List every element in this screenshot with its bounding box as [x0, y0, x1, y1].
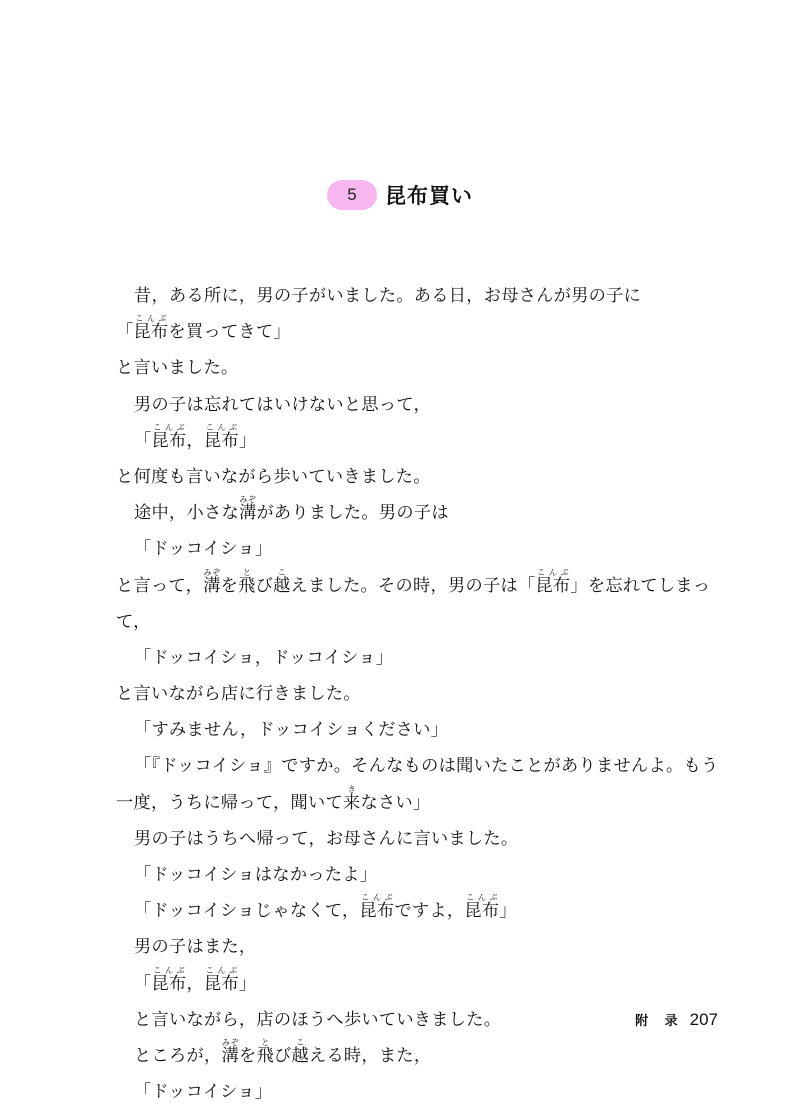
furigana-reading: こ — [291, 1037, 309, 1047]
text-line — [116, 712, 726, 748]
kanji-base: 昆布 — [203, 430, 239, 451]
text-line — [116, 857, 726, 893]
ruby-ko — [273, 567, 291, 596]
ruby-konbu — [133, 314, 169, 343]
ruby-konbu — [151, 422, 187, 451]
text-segment: 「ドッコイショ，ドッコイショ」 — [134, 647, 394, 668]
text-segment: と言って， — [116, 575, 204, 596]
text-line — [116, 568, 726, 604]
text-segment: 「ドッコイショじゃなくて， — [134, 901, 360, 922]
text-segment: 一度，うちに帰って，聞いて — [116, 792, 343, 813]
text-segment: 男の子はまた， — [134, 937, 257, 958]
text-line — [116, 966, 726, 1002]
ruby-konbu — [203, 965, 239, 994]
text-segment: 昔，ある所に，男の子がいました。ある日，お母さんが男の子に — [134, 286, 642, 306]
kanji-base: 昆布 — [133, 322, 169, 343]
kanji-base: 飛 — [238, 575, 256, 596]
furigana-reading: みぞ — [238, 495, 257, 505]
text-segment: ですよ， — [394, 901, 465, 922]
text-segment: と言いながら店に行きました。 — [116, 684, 361, 705]
furigana-reading: き — [343, 784, 361, 794]
text-segment: を — [220, 575, 239, 596]
text-line — [116, 350, 726, 386]
ruby-to — [256, 1037, 274, 1066]
kanji-base: 来 — [343, 792, 361, 813]
furigana-reading: こんぶ — [464, 893, 500, 903]
kanji-base: 溝 — [238, 503, 257, 524]
text-segment: 男の子は忘れてはいけないと思って， — [134, 394, 431, 415]
text-segment: ， — [186, 973, 204, 994]
furigana-reading: こんぶ — [359, 893, 395, 903]
text-segment: び — [273, 1045, 292, 1066]
chapter-title: 昆布買い — [385, 184, 473, 208]
kanji-base: 昆布 — [203, 973, 239, 994]
ruby-konbu — [464, 893, 500, 922]
text-line — [116, 314, 726, 350]
text-line — [116, 1074, 726, 1110]
ruby-mizo — [238, 495, 257, 524]
text-segment: 」を忘れてしまっ — [570, 575, 711, 596]
text-segment: と言いました。 — [116, 358, 239, 379]
chapter-heading — [0, 180, 800, 210]
ruby-konbu — [151, 965, 187, 994]
text-segment: 「ドッコイショはなかったよ」 — [134, 865, 378, 885]
text-segment: がありました。男の子は — [256, 503, 449, 524]
furigana-reading: みぞ — [203, 567, 221, 577]
text-segment: 「 — [134, 430, 152, 451]
text-line — [116, 821, 726, 857]
text-line — [116, 676, 726, 712]
text-segment: なさい」 — [360, 792, 431, 813]
text-line — [116, 604, 726, 640]
text-segment: び — [255, 575, 274, 596]
text-segment: 「ドッコイショ」 — [134, 1082, 273, 1103]
kanji-base: 越 — [291, 1045, 309, 1066]
text-segment: て， — [116, 611, 151, 632]
ruby-ki — [343, 784, 361, 813]
furigana-reading: と — [238, 567, 256, 577]
kanji-base: 昆布 — [151, 973, 187, 994]
text-line — [116, 929, 726, 965]
text-line — [116, 893, 726, 929]
text-line — [116, 387, 726, 423]
text-segment: と言いながら，店のほうへ歩いていきました。 — [134, 1009, 502, 1030]
kanji-base: 飛 — [256, 1045, 274, 1066]
kanji-base: 昆布 — [359, 901, 395, 922]
text-line — [116, 278, 726, 314]
text-line — [116, 531, 726, 567]
text-line — [116, 748, 726, 784]
text-segment: 」 — [238, 430, 257, 451]
furigana-reading: こんぶ — [151, 422, 187, 432]
kanji-base: 越 — [273, 575, 291, 596]
text-segment: を — [238, 1045, 257, 1066]
ruby-konbu — [203, 422, 239, 451]
text-line — [116, 459, 726, 495]
text-line — [116, 1038, 726, 1074]
furigana-reading: みぞ — [221, 1037, 239, 1047]
chapter-number-badge: 5 — [327, 180, 377, 210]
text-segment: 途中，小さな — [134, 503, 239, 524]
section-label: 附 录 — [635, 1014, 684, 1029]
ruby-mizo — [221, 1037, 239, 1066]
furigana-reading: こんぶ — [203, 422, 239, 432]
text-segment: 」 — [499, 901, 517, 922]
furigana-reading: こんぶ — [151, 965, 187, 975]
ruby-to — [238, 567, 256, 596]
text-segment: えました。その時，男の子は「 — [290, 575, 536, 596]
text-segment: ， — [186, 430, 204, 451]
furigana-reading: と — [256, 1037, 274, 1047]
ruby-ko — [291, 1037, 309, 1066]
text-line — [116, 495, 726, 531]
page-footer — [635, 1010, 718, 1030]
furigana-reading: こんぶ — [133, 314, 169, 324]
text-segment: を買ってきて」 — [168, 322, 291, 343]
text-line — [116, 640, 726, 676]
text-segment: 「 — [116, 322, 134, 343]
text-segment: 「ドッコイショ」 — [134, 539, 273, 560]
text-segment: と何度も言いながら歩いていきました。 — [116, 466, 431, 487]
kanji-base: 溝 — [203, 575, 221, 596]
text-line — [116, 785, 726, 821]
text-segment: 「『ドッコイショ』ですか。そんなものは聞いたことがありませんよ。もう — [134, 756, 719, 777]
ruby-konbu — [359, 893, 395, 922]
page-number: 207 — [689, 1010, 718, 1029]
chapter-title-group — [327, 180, 473, 210]
text-segment: 男の子はうちへ帰って，お母さんに言いました。 — [134, 828, 519, 849]
furigana-reading: こんぶ — [535, 567, 571, 577]
text-segment: ところが， — [134, 1045, 222, 1066]
text-segment: 「すみません，ドッコイショください」 — [134, 720, 449, 741]
text-segment: 「 — [134, 973, 152, 994]
text-line — [116, 423, 726, 459]
story-body — [116, 278, 726, 1110]
furigana-reading: こんぶ — [203, 965, 239, 975]
kanji-base: 昆布 — [464, 901, 500, 922]
kanji-base: 昆布 — [151, 430, 187, 451]
ruby-konbu — [535, 567, 571, 596]
text-segment: える時，また， — [308, 1045, 432, 1066]
kanji-base: 溝 — [221, 1045, 239, 1066]
furigana-reading: こ — [273, 567, 291, 577]
text-segment: 」 — [238, 973, 257, 994]
ruby-mizo — [203, 567, 221, 596]
kanji-base: 昆布 — [535, 575, 571, 596]
